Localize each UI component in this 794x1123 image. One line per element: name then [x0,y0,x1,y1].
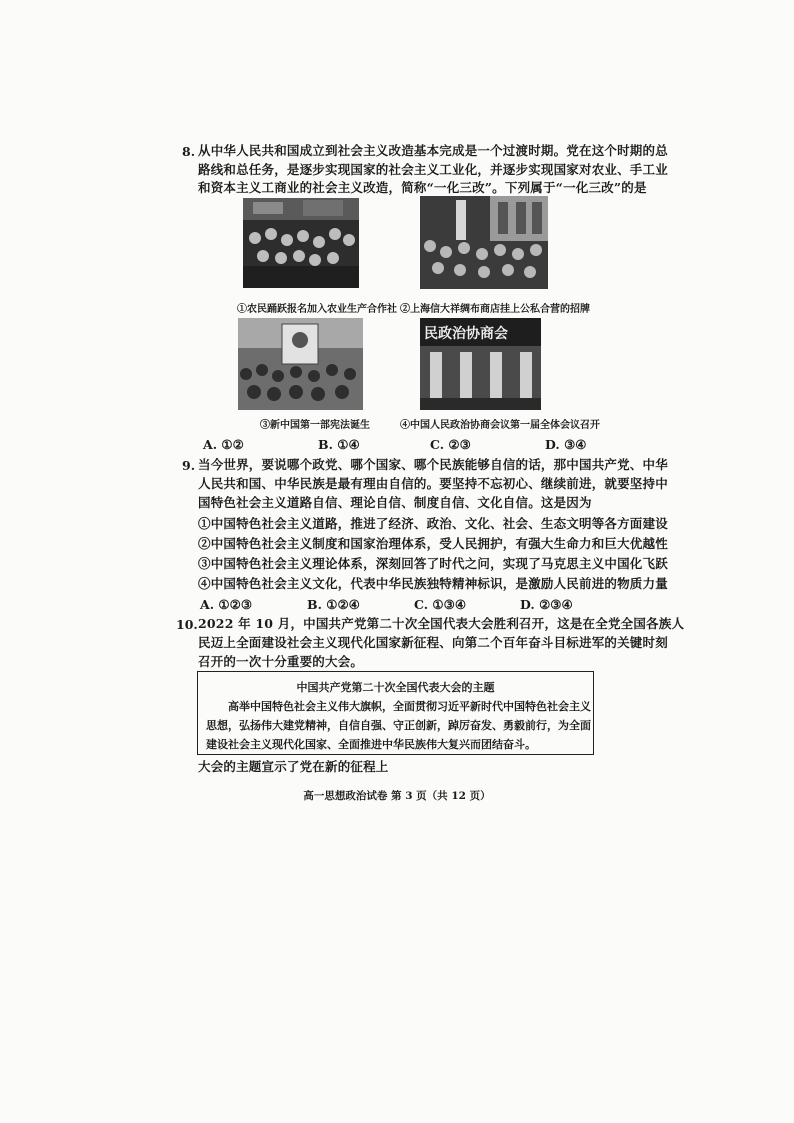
page-footer: 高一思想政治试卷 第 3 页（共 12 页） [303,790,491,802]
photo-shanghai-store-sign [420,196,548,289]
photo-first-constitution [238,318,363,410]
caption-1: ①农民踊跃报名加入农业生产合作社 [237,304,397,315]
question-9-statement-4: ④中国特色社会主义文化，代表中华民族独特精神标识，是激励人民前进的物质力量 [198,576,668,591]
photo-cppcc-first-session [420,318,541,410]
question-9-line-2: 人民共和国、中华民族是最有理由自信的。要坚持不忘初心、继续前进，就要坚持中 [198,476,668,491]
caption-3: ③新中国第一部宪法诞生 [260,420,370,431]
question-8-line-1: 从中华人民共和国成立到社会主义改造基本完成是一个过渡时期。党在这个时期的总 [198,143,668,158]
question-8-line-3: 和资本主义工商业的社会主义改造，简称“一化三改”。下列属于“一化三改”的是 [198,180,647,195]
question-9-statement-1: ①中国特色社会主义道路，推进了经济、政治、文化、社会、生态文明等各方面建设 [198,516,668,531]
photo-farmers-cooperative [243,198,359,288]
question-8-option-a[interactable]: A. ①② [203,437,244,452]
question-9-number: 9. [182,458,196,473]
caption-2: ②上海信大祥绸布商店挂上公私合营的招牌 [400,304,590,315]
question-9-option-d[interactable]: D. ②③④ [520,597,573,612]
question-8-option-b[interactable]: B. ①④ [318,437,360,452]
congress-theme-title: 中国共产党第二十次全国代表大会的主题 [296,681,495,694]
photo-cppcc-first-session-image [420,318,541,410]
question-10-number: 10. [176,617,198,632]
question-8-line-2: 路线和总任务，是逐步实现国家的社会主义工业化，并逐步实现国家对农业、手工业 [198,162,668,177]
question-9-option-a[interactable]: A. ①②③ [200,597,253,612]
caption-4: ④中国人民政治协商会议第一届全体会议召开 [400,420,600,431]
photo-shanghai-store-sign-image [420,196,548,289]
photo-banner-text: 民政治协商会 [424,326,508,342]
question-9-statement-2: ②中国特色社会主义制度和国家治理体系，受人民拥护，有强大生命力和巨大优越性 [198,536,668,551]
question-9-line-3: 国特色社会主义道路自信、理论自信、制度自信、文化自信。这是因为 [198,495,592,510]
question-9-option-b[interactable]: B. ①②④ [307,597,360,612]
question-9-option-c[interactable]: C. ①③④ [414,597,467,612]
photo-farmers-cooperative-image [243,198,359,288]
question-9-statement-3: ③中国特色社会主义理论体系，深刻回答了时代之问，实现了马克思主义中国化飞跃 [198,556,668,571]
question-9-line-1: 当今世界，要说哪个政党、哪个国家、哪个民族能够自信的话，那中国共产党、中华 [198,457,668,472]
question-10-stem: 大会的主题宣示了党在新的征程上 [198,759,389,774]
question-8-option-d[interactable]: D. ③④ [545,437,587,452]
photo-first-constitution-image [238,318,363,410]
question-10-line-1: 2022 年 10 月，中国共产党第二十次全国代表大会胜利召开，这是在全党全国各族人 [198,616,685,631]
question-10-line-3: 召开的一次十分重要的大会。 [198,654,364,669]
question-8-number: 8. [182,144,196,159]
congress-theme-box [197,671,594,755]
question-10-line-2: 民迈上全面建设社会主义现代化国家新征程、向第二个百年奋斗目标进军的关键时刻 [198,635,668,650]
congress-theme-line-3: 建设社会主义现代化国家、全面推进中华民族伟大复兴而团结奋斗。 [206,738,536,751]
question-8-option-c[interactable]: C. ②③ [430,437,471,452]
congress-theme-line-2: 思想，弘扬伟大建党精神，自信自强、守正创新，踔厉奋发、勇毅前行，为全面 [206,719,591,732]
congress-theme-line-1: 高举中国特色社会主义伟大旗帜，全面贯彻习近平新时代中国特色社会主义 [228,700,591,713]
